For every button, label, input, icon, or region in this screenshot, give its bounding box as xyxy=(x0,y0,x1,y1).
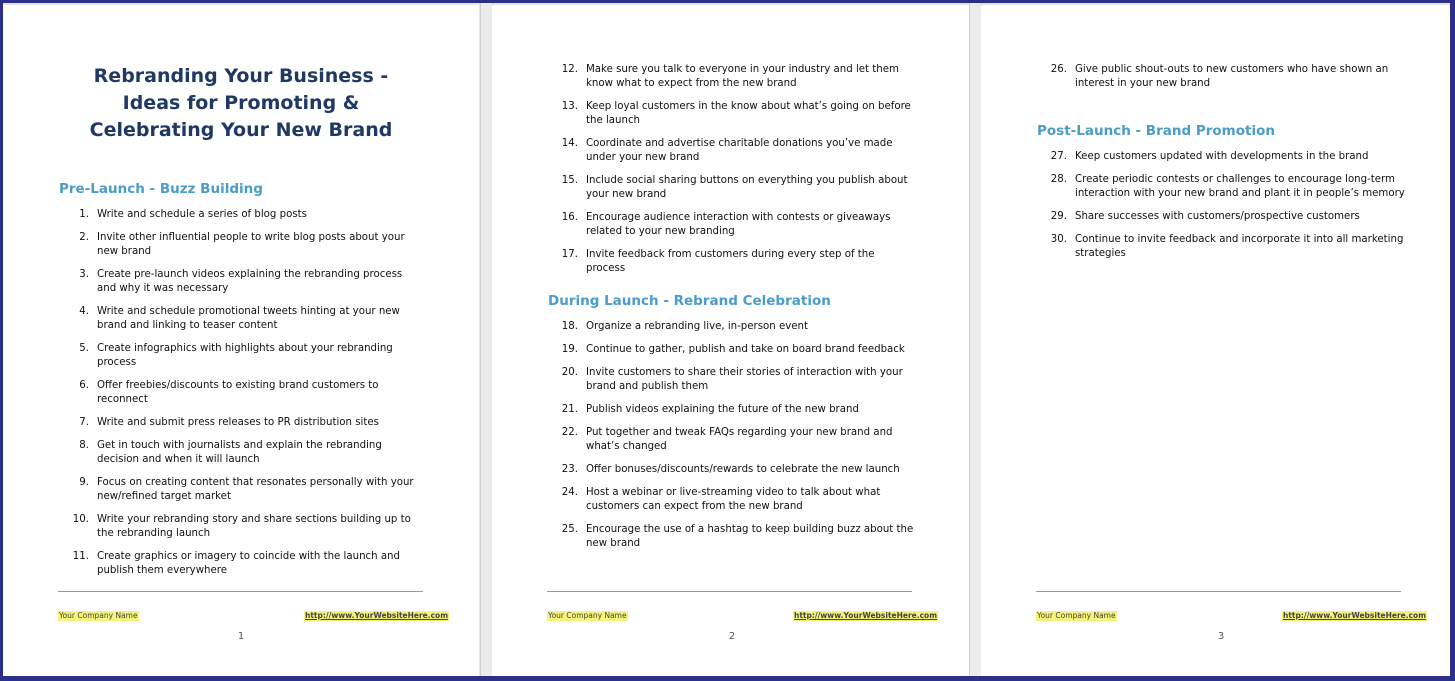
list-item xyxy=(1039,233,1405,261)
footer-website-link[interactable]: http://www.YourWebsiteHere.com xyxy=(794,611,938,620)
list-item xyxy=(1039,63,1405,91)
list-item-text: Publish videos explaining the future of the new brand xyxy=(586,404,859,415)
list-item xyxy=(550,211,916,239)
document-title xyxy=(43,63,439,144)
page-number: 2 xyxy=(728,631,736,642)
list-item-text: Encourage the use of a hashtag to keep building buzz about the new brand xyxy=(586,524,914,549)
list-item xyxy=(61,439,417,467)
list-item-text: Encourage audience interaction with contests or giveaways related to your new branding xyxy=(586,212,891,237)
list-item-number: 18. xyxy=(561,321,578,332)
footer-company: Your Company Name xyxy=(548,611,627,620)
list-item-text: Focus on creating content that resonates personally with your new/refined target market xyxy=(97,477,414,502)
list-item-number: 10. xyxy=(72,514,89,525)
list-item-text: Offer bonuses/discounts/rewards to celebrate the new launch xyxy=(586,464,900,475)
list-item-number: 5. xyxy=(79,343,89,354)
list-item-number: 11. xyxy=(72,551,89,562)
list-item-text: Organize a rebranding live, in-person event xyxy=(586,321,808,332)
footer-company: Your Company Name xyxy=(59,611,138,620)
list-item xyxy=(550,343,916,357)
page-number: 3 xyxy=(1217,631,1225,642)
list-item xyxy=(61,379,417,407)
list-item xyxy=(550,320,916,334)
list-item-number: 22. xyxy=(561,427,578,438)
list-item-text: Invite feedback from customers during every step of the process xyxy=(586,249,875,274)
list-item-text: Write and schedule promotional tweets hinting at your new brand and linking to teaser content xyxy=(97,306,400,331)
title-line-1: Rebranding Your Business - xyxy=(93,65,389,87)
list-item-text: Coordinate and advertise charitable donations you’ve made under your new brand xyxy=(586,138,893,163)
title-line-3: Celebrating Your New Brand xyxy=(89,119,393,141)
list-item xyxy=(1039,210,1405,224)
list-item-number: 17. xyxy=(561,249,578,260)
list-item xyxy=(61,513,417,541)
list-item-text: Create periodic contests or challenges to encourage long-term interaction with your new brand and plant it in people’s memory xyxy=(1075,174,1405,199)
list-item-text: Make sure you talk to everyone in your industry and let them know what to expect from the new brand xyxy=(586,64,899,89)
list-item-number: 27. xyxy=(1050,151,1067,162)
list-item-text: Create pre-launch videos explaining the rebranding process and why it was necessary xyxy=(97,269,403,294)
list-item-text: Create infographics with highlights about your rebranding process xyxy=(97,343,393,368)
footer-website-link[interactable]: http://www.YourWebsiteHere.com xyxy=(305,611,449,620)
list-item xyxy=(550,426,916,454)
list-item-number: 28. xyxy=(1050,174,1067,185)
list-item xyxy=(550,403,916,417)
list-item-number: 12. xyxy=(561,64,578,75)
list-item xyxy=(550,63,916,91)
list-item-text: Invite customers to share their stories of interaction with your brand and publish them xyxy=(586,367,903,392)
list-item xyxy=(550,366,916,394)
list-item-number: 15. xyxy=(561,175,578,186)
document-viewer xyxy=(3,3,1450,676)
list-item-text: Keep loyal customers in the know about what’s going on before the launch xyxy=(586,101,911,126)
list-item xyxy=(550,137,916,165)
list-item-text: Create graphics or imagery to coincide with the launch and publish them everywhere xyxy=(97,551,400,576)
list-item-number: 16. xyxy=(561,212,578,223)
list-item-number: 14. xyxy=(561,138,578,149)
list-item-number: 19. xyxy=(561,344,578,355)
list-item-text: Continue to gather, publish and take on board brand feedback xyxy=(586,344,905,355)
list-item-number: 24. xyxy=(561,487,578,498)
list-item xyxy=(550,100,916,128)
footer-company: Your Company Name xyxy=(1037,611,1116,620)
list-item xyxy=(61,416,417,430)
list-item-text: Include social sharing buttons on everything you publish about your new brand xyxy=(586,175,908,200)
list-item-number: 2. xyxy=(79,232,89,243)
list-item xyxy=(61,231,417,259)
list-item-text: Give public shout-outs to new customers who have shown an interest in your new brand xyxy=(1075,64,1389,89)
list-item-number: 3. xyxy=(79,269,89,280)
footer-divider xyxy=(58,591,423,592)
section-heading-pre-launch: Pre-Launch - Buzz Building xyxy=(59,181,263,197)
list-item-number: 9. xyxy=(79,477,89,488)
list-item-text: Write and schedule a series of blog posts xyxy=(97,209,307,220)
list-item xyxy=(550,523,916,551)
footer-divider xyxy=(1036,591,1401,592)
list-item xyxy=(61,208,417,222)
list-item-text: Invite other influential people to write blog posts about your new brand xyxy=(97,232,405,257)
footer-divider xyxy=(547,591,912,592)
list-item-number: 4. xyxy=(79,306,89,317)
list-item-number: 7. xyxy=(79,417,89,428)
list-pre-launch xyxy=(61,208,417,587)
list-item xyxy=(550,463,916,477)
list-item-text: Host a webinar or live-streaming video to talk about what customers can expect from the new brand xyxy=(586,487,881,512)
list-item-number: 20. xyxy=(561,367,578,378)
list-item xyxy=(61,305,417,333)
list-item-number: 1. xyxy=(79,209,89,220)
page-number: 1 xyxy=(237,631,245,642)
list-item-text: Write and submit press releases to PR distribution sites xyxy=(97,417,379,428)
list-item xyxy=(61,550,417,578)
list-during-launch-continued xyxy=(1039,63,1405,100)
page-1 xyxy=(3,5,479,676)
list-item xyxy=(1039,150,1405,164)
list-item-number: 26. xyxy=(1050,64,1067,75)
list-item-number: 30. xyxy=(1050,234,1067,245)
list-item-text: Get in touch with journalists and explain the rebranding decision and when it will launch xyxy=(97,440,382,465)
list-item xyxy=(550,486,916,514)
page-3 xyxy=(981,5,1450,676)
list-item-number: 23. xyxy=(561,464,578,475)
list-item-number: 13. xyxy=(561,101,578,112)
list-item-text: Continue to invite feedback and incorporate it into all marketing strategies xyxy=(1075,234,1404,259)
list-pre-launch-continued xyxy=(550,63,916,285)
list-item-number: 8. xyxy=(79,440,89,451)
section-heading-during-launch: During Launch - Rebrand Celebration xyxy=(548,293,831,309)
footer-website-link[interactable]: http://www.YourWebsiteHere.com xyxy=(1283,611,1427,620)
list-item-number: 29. xyxy=(1050,211,1067,222)
page-2 xyxy=(492,5,969,676)
list-item-number: 6. xyxy=(79,380,89,391)
list-item xyxy=(550,174,916,202)
section-heading-post-launch: Post-Launch - Brand Promotion xyxy=(1037,123,1275,139)
list-item-number: 21. xyxy=(561,404,578,415)
list-item-text: Write your rebranding story and share sections building up to the rebranding launch xyxy=(97,514,411,539)
list-item xyxy=(550,248,916,276)
list-item-text: Offer freebies/discounts to existing brand customers to reconnect xyxy=(97,380,379,405)
list-item-text: Keep customers updated with developments in the brand xyxy=(1075,151,1369,162)
list-item xyxy=(1039,173,1405,201)
list-item xyxy=(61,476,417,504)
list-item-text: Share successes with customers/prospective customers xyxy=(1075,211,1360,222)
list-post-launch xyxy=(1039,150,1405,270)
list-item xyxy=(61,342,417,370)
list-item-text: Put together and tweak FAQs regarding your new brand and what’s changed xyxy=(586,427,893,452)
list-item xyxy=(61,268,417,296)
list-item-number: 25. xyxy=(561,524,578,535)
title-line-2: Ideas for Promoting & xyxy=(122,92,360,114)
list-during-launch xyxy=(550,320,916,560)
